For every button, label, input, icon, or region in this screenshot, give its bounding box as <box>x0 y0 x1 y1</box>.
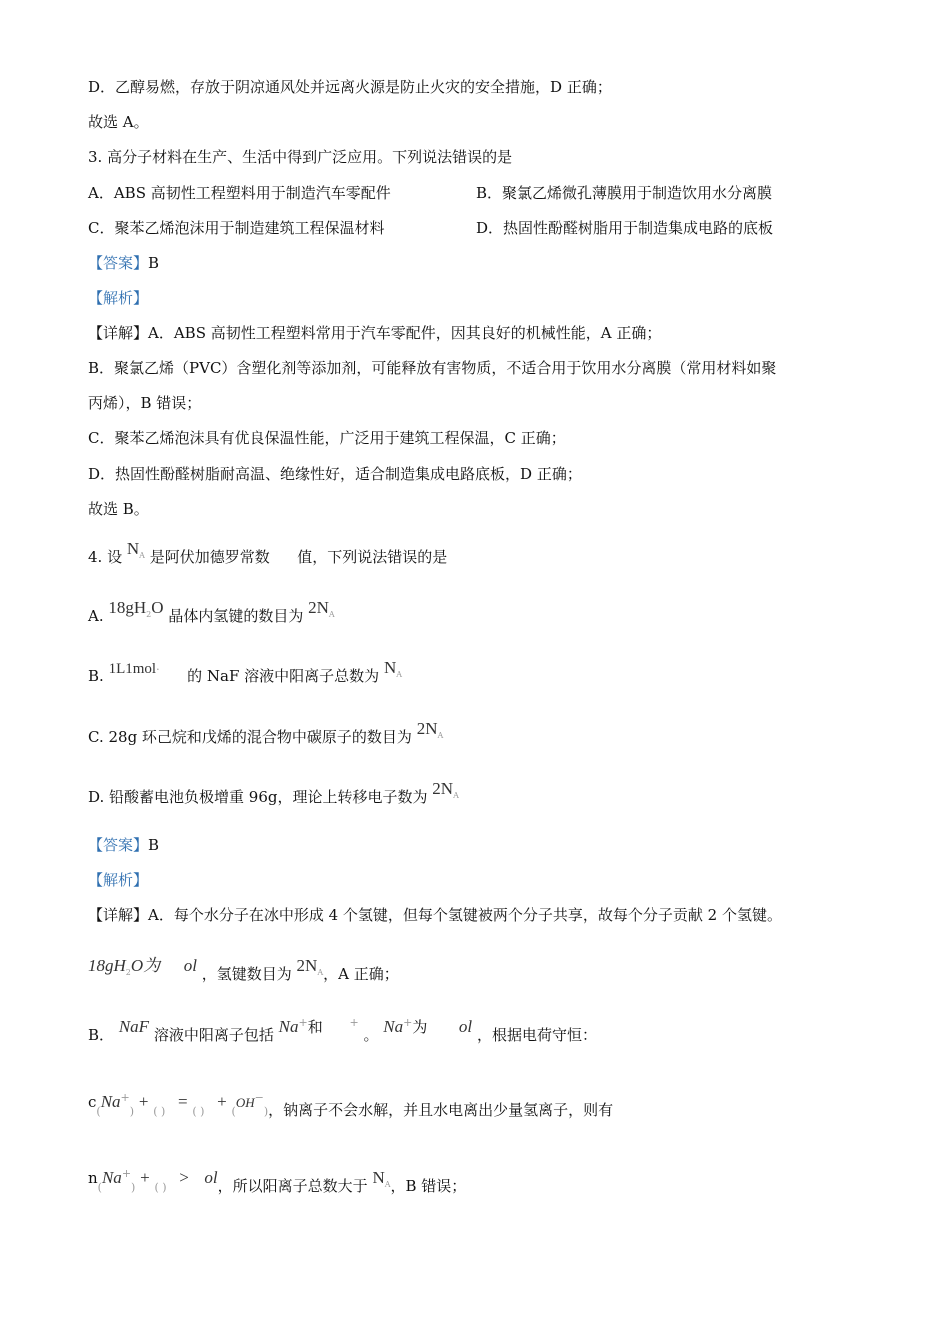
eq2-end: ，B 错误； <box>390 1177 467 1195</box>
calc-formula-2: O为 <box>130 956 161 975</box>
q3-conclusion: 故选 B。 <box>88 500 149 518</box>
b-formula-na-2: Na <box>383 1017 404 1036</box>
q3-option-c: C．聚苯乙烯泡沫用于制造建筑工程保温材料 <box>88 219 385 237</box>
calc-value: 2N <box>296 956 318 975</box>
option-d-value: 2N <box>432 779 454 798</box>
formula-mass: 18gH <box>108 598 147 617</box>
b-text-1: 溶液中阳离子包括 <box>153 1026 274 1044</box>
bracket: ) <box>263 1105 269 1118</box>
q4-option-b <box>88 658 402 693</box>
q4-equation-2: n(Na+) + ( ) > ol，所以阳离子总数大于 $N^A$，B 错误； <box>88 1167 467 1195</box>
eq2-plus: + <box>140 1168 150 1187</box>
subscript-a: A <box>437 731 444 740</box>
q4-stem <box>88 539 448 574</box>
subscript-a: A <box>396 670 402 679</box>
q3-analysis-tag: 【解析】 <box>88 289 149 307</box>
eq1-na: Na <box>100 1092 121 1111</box>
eq1-oh: OH <box>235 1095 255 1110</box>
answer-value: B <box>148 836 160 854</box>
eq2-gt: > <box>179 1168 189 1187</box>
b-formula-is: 为 <box>412 1018 428 1036</box>
option-b-text: 的 NaF 溶液中阳离子总数为 <box>187 667 380 685</box>
eq2-na: Na <box>101 1168 122 1187</box>
q4-stem-sub: A <box>139 551 145 560</box>
superscript-plus: + <box>121 1167 132 1180</box>
answer-tag: 【答案】 <box>88 254 149 272</box>
prev-conclusion: 故选 A。 <box>88 113 149 131</box>
superscript-plus: + <box>298 1016 308 1029</box>
q4-detail-b <box>88 1016 597 1047</box>
q3-detail-a: 【详解】A．ABS 高韧性工程塑料常用于汽车零配件，因其良好的机械性能，A 正确； <box>88 324 662 342</box>
eq2-prefix: n <box>88 1169 98 1187</box>
superscript-plus-2: + <box>349 1016 359 1029</box>
subscript: 2 <box>125 968 131 977</box>
q3-option-b: B．聚氯乙烯微孔薄膜用于制造饮用水分离膜 <box>476 184 773 202</box>
eq1-plus-2: + <box>217 1092 227 1111</box>
q3-detail-b-line1: B．聚氯乙烯（PVC）含塑化剂等添加剂，可能释放有害物质，不适合用于饮用水分离膜（常用材料如聚 <box>88 359 777 377</box>
option-d-text: D. 铅酸蓄电池负极增重 96g，理论上转移电子数为 <box>88 788 428 806</box>
subscript-a: A <box>328 610 335 619</box>
q4-stem-prefix: 4. 设 <box>88 548 123 566</box>
superscript-minus: − <box>254 1091 264 1104</box>
q4-stem-mid: 是阿伏加德罗常数 <box>149 548 270 566</box>
subscript-a: A <box>317 968 324 977</box>
b-text-2: 。 <box>363 1026 379 1044</box>
eq1-text: ，钠离子不会水解，并且水电离出少量氢离子，则有 <box>268 1101 614 1119</box>
q3-detail-d: D．热固性酚醛树脂耐高温、绝缘性好，适合制造集成电路底板，D 正确； <box>88 465 582 483</box>
q3-answer <box>88 253 159 273</box>
q3-stem: 3. 高分子材料在生产、生活中得到广泛应用。下列说法错误的是 <box>88 148 513 166</box>
b-label: B． <box>88 1026 115 1044</box>
prev-option-d-text: D．乙醇易燃，存放于阴凉通风处并远离火源是防止火灾的安全措施，D 正确； <box>88 78 612 96</box>
q3-detail-b-line2: 丙烯），B 错误； <box>88 394 202 412</box>
bracket: ) <box>131 1181 136 1194</box>
q4-analysis-tag: 【解析】 <box>88 871 149 889</box>
option-a-text: 晶体内氢键的数目为 <box>168 607 304 625</box>
eq1-prefix: c <box>88 1093 97 1111</box>
q4-option-c <box>88 719 444 754</box>
eq2-ol: ol <box>204 1168 218 1187</box>
q4-stem-end: 值，下列说法错误的是 <box>297 548 448 566</box>
subscript-a: A <box>384 1180 391 1189</box>
option-c-text: C. 28g 环己烷和戊烯的混合物中碳原子的数目为 <box>88 728 412 746</box>
eq1-equals: = <box>178 1092 188 1111</box>
option-label: B. <box>88 667 104 685</box>
eq2-value: N <box>372 1168 385 1187</box>
q4-stem-formula: N <box>126 539 140 558</box>
bracket: ) <box>129 1105 135 1118</box>
q4-equation-1: c(Na+) + ( ) = ( ) + (OH−)，钠离子不会水解，并且水电离出少量氢离子，则有 <box>88 1091 614 1119</box>
option-label: A. <box>88 607 104 625</box>
q3-option-a: A．ABS 高韧性工程塑料用于制造汽车零配件 <box>88 184 391 202</box>
b-formula-na: Na <box>278 1017 299 1036</box>
subscript-a: A <box>453 791 459 800</box>
q4-answer <box>88 835 159 855</box>
option-a-value: 2N <box>308 598 329 617</box>
formula-oxygen: O <box>151 598 164 617</box>
b-formula-and: 和 <box>307 1018 323 1036</box>
q4-calc-a <box>88 956 399 991</box>
b-formula-naf: NaF <box>118 1017 150 1036</box>
eq1-plus: + <box>138 1092 149 1111</box>
bracket: ( <box>96 1105 101 1118</box>
q3-option-d: D．热固性酚醛树脂用于制造集成电路的底板 <box>476 219 774 237</box>
q4-detail-a: 【详解】A．每个水分子在冰中形成 4 个氢键，但每个氢键被两个分子共享，故每个分子贡献 2 个氢键。 <box>88 906 782 924</box>
subscript: 2 <box>146 610 152 619</box>
calc-formula-3: ol <box>183 956 197 975</box>
q4-option-a <box>88 598 335 633</box>
bracket: ( <box>97 1181 102 1194</box>
answer-value: B <box>148 254 160 272</box>
bracket: ( <box>231 1105 236 1118</box>
q3-detail-c: C．聚苯乙烯泡沫具有优良保温性能，广泛用于建筑工程保温，C 正确； <box>88 429 566 447</box>
b-formula-mol: ol <box>458 1017 473 1036</box>
formula-concentration: 1L1mol <box>108 661 157 677</box>
q4-option-d <box>88 779 459 814</box>
b-text-3: ，根据电荷守恒： <box>476 1026 597 1044</box>
calc-end: ，A 正确； <box>323 965 399 983</box>
superscript: · <box>156 663 160 676</box>
option-c-value: 2N <box>416 719 438 738</box>
option-b-value: N <box>383 658 397 677</box>
superscript-plus-3: + <box>403 1016 413 1029</box>
calc-text: ，氢键数目为 <box>201 965 292 983</box>
calc-formula: 18gH <box>88 956 126 975</box>
superscript-plus: + <box>120 1091 130 1104</box>
answer-tag: 【答案】 <box>88 836 149 854</box>
eq2-text: ，所以阳离子总数大于 <box>217 1177 368 1195</box>
